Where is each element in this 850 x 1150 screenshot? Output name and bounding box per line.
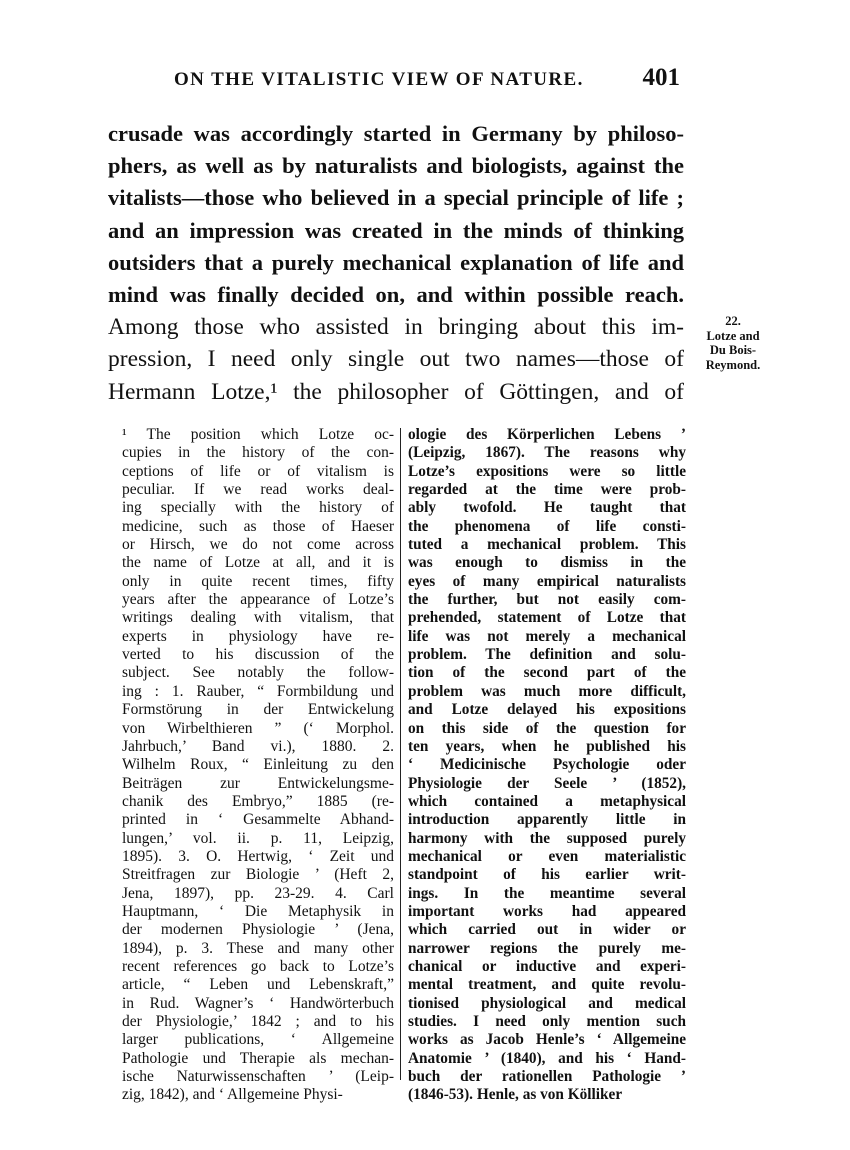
- footnote-line: or Hirsch, we do not come across: [122, 536, 394, 554]
- footnote-line: works as Jacob Henle’s ‘ Allgemeine: [408, 1031, 686, 1049]
- footnote-line: which contained a metaphysical: [408, 792, 686, 810]
- footnote-line: ing specially with the history of: [122, 499, 394, 517]
- footnote-line: ing : 1. Rauber, “ Formbildung und: [122, 682, 394, 700]
- footnote-line: peculiar. If we read works deal-: [122, 481, 394, 499]
- footnote-line: was enough to dismiss in the: [408, 554, 686, 572]
- footnote-line: ¹ The position which Lotze oc-: [122, 426, 394, 443]
- body-line: pression, I need only single out two names—those of: [108, 346, 684, 373]
- footnote-line: ceptions of life or of vitalism is: [122, 462, 394, 480]
- margin-note-line: Du Bois-: [709, 343, 757, 357]
- footnote-line: ische Naturwissenschaften ’ (Leip-: [122, 1068, 394, 1086]
- footnote-line: tuted a mechanical problem. This: [408, 536, 686, 554]
- body-paragraph: [108, 118, 684, 408]
- footnote-line: chanik des Embryo,” 1885 (re-: [122, 792, 394, 810]
- footnote-line: verted to his discussion of the: [122, 646, 394, 664]
- footnote-line: the further, but not easily com-: [408, 591, 686, 609]
- body-line: and an impression was created in the minds of thinking: [108, 217, 684, 243]
- footnote-line: Lotze’s expositions were so little: [408, 462, 686, 480]
- running-head: [108, 64, 684, 104]
- footnote-line: problem. The definition and solu-: [408, 646, 686, 664]
- footnote-line: 1894), p. 3. These and many other: [122, 939, 394, 957]
- footnote-line: on this side of the question for: [408, 719, 686, 737]
- margin-note: [693, 314, 773, 372]
- footnote-line: problem was much more difficult,: [408, 682, 686, 700]
- footnote-line: which carried out in wider or: [408, 921, 686, 939]
- footnote-line: Streitfragen zur Biologie ’ (Heft 2,: [122, 866, 394, 884]
- footnote-line: and Lotze delayed his expositions: [408, 701, 686, 719]
- footnote-line: recent references go back to Lotze’s: [122, 957, 394, 975]
- footnote-line: (Leipzig, 1867). The reasons why: [408, 444, 686, 462]
- body-line: mind was finally decided on, and within possible reach.: [108, 281, 684, 307]
- page-number: 401: [642, 64, 680, 91]
- footnote-area: [108, 426, 686, 1104]
- footnote-line: ologie des Körperlichen Lebens ’: [408, 426, 686, 443]
- body-line: outsiders that a purely mechanical explanation of life and: [108, 249, 684, 275]
- footnote-line: important works had appeared: [408, 902, 686, 920]
- footnote-line: introduction apparently little in: [408, 811, 686, 829]
- footnote-line: zig, 1842), and ‘ Allgemeine Physi-: [122, 1086, 343, 1104]
- margin-note-line: Reymond.: [705, 357, 761, 372]
- footnote-line: article, “ Leben und Lebenskraft,”: [122, 976, 394, 994]
- footnote-line: Formstörung in der Entwickelung: [122, 701, 394, 719]
- footnote-line: ings. In the meantime several: [408, 884, 686, 902]
- footnote-line: the name of Lotze at all, and it is: [122, 554, 394, 572]
- body-line: phers, as well as by naturalists and biologists, against the: [108, 153, 684, 179]
- footnote-line: mental treatment, and quite revolu-: [408, 976, 686, 994]
- footnote-line: Jena, 1897), pp. 23-29. 4. Carl: [122, 884, 394, 902]
- footnote-line: tion of the second part of the: [408, 664, 686, 682]
- footnote-line: ably twofold. He taught that: [408, 499, 686, 517]
- footnote-line: life was not merely a mechanical: [408, 627, 686, 645]
- footnote-line: only in quite recent times, fifty: [122, 572, 394, 590]
- body-line: Hermann Lotze,¹ the philosopher of Göttingen, and of: [108, 378, 684, 405]
- footnote-line: 1895). 3. O. Hertwig, ‘ Zeit und: [122, 847, 394, 865]
- footnote-line: Jahrbuch,’ Band vi.), 1880. 2.: [122, 737, 394, 755]
- footnote-line: Pathologie und Therapie als mechan-: [122, 1049, 394, 1067]
- footnote-line: eyes of many empirical naturalists: [408, 572, 686, 590]
- footnote-line: Hauptmann, ‘ Die Metaphysik in: [122, 902, 394, 920]
- body-line: crusade was accordingly started in Germany by philoso-: [108, 121, 684, 146]
- footnote-line: von Wirbelthieren ” (‘ Morphol.: [122, 719, 394, 737]
- footnote-line: larger publications, ‘ Allgemeine: [122, 1031, 394, 1049]
- column-divider: [400, 428, 401, 1080]
- footnote-line: Wilhelm Roux, “ Einleitung zu den: [122, 756, 394, 774]
- footnote-column-right: [408, 426, 686, 1105]
- body-line: vitalists—those who believed in a special principle of life ;: [108, 185, 684, 211]
- footnote-line: writings dealing with vitalism, that: [122, 609, 394, 627]
- footnote-line: printed in ‘ Gesammelte Abhand-: [122, 811, 394, 829]
- footnote-line: harmony with the supposed purely: [408, 829, 686, 847]
- footnote-line: Anatomie ’ (1840), and his ‘ Hand-: [408, 1049, 686, 1067]
- footnote-line: der Physiologie,’ 1842 ; and to his: [122, 1013, 394, 1030]
- footnote-line: medicine, such as those of Haeser: [122, 517, 394, 535]
- footnote-line: buch der rationellen Pathologie ’: [408, 1068, 686, 1086]
- running-title: ON THE VITALISTIC VIEW OF NATURE.: [174, 69, 584, 90]
- footnote-line: chanical or inductive and experi-: [408, 957, 686, 975]
- footnote-line: in Rud. Wagner’s ‘ Handwörterbuch: [122, 994, 394, 1012]
- footnote-line: studies. I need only mention such: [408, 1013, 686, 1030]
- footnote-line: subject. See notably the follow-: [122, 664, 394, 682]
- footnote-line: experts in physiology have re-: [122, 627, 394, 645]
- footnote-line: (1846-53). Henle, as von Kölliker: [408, 1086, 623, 1104]
- margin-note-number: 22.: [725, 314, 741, 328]
- footnote-line: narrower regions the purely me-: [408, 939, 686, 957]
- footnote-line: standpoint of his earlier writ-: [408, 866, 686, 884]
- footnote-line: regarded at the time were prob-: [408, 481, 686, 499]
- footnote-line: years after the appearance of Lotze’s: [122, 591, 394, 609]
- footnote-line: ‘ Medicinische Psychologie oder: [408, 756, 686, 774]
- footnote-column-left: [122, 426, 394, 1105]
- footnote-line: cupies in the history of the con-: [122, 444, 394, 462]
- footnote-line: ten years, when he published his: [408, 737, 686, 755]
- footnote-line: the phenomena of life consti-: [408, 517, 686, 535]
- body-line: Among those who assisted in bringing about this im-: [108, 314, 684, 341]
- footnote-line: Physiologie der Seele ’ (1852),: [408, 774, 686, 792]
- footnote-line: der modernen Physiologie ’ (Jena,: [122, 921, 394, 939]
- footnote-line: prehended, statement of Lotze that: [408, 609, 686, 627]
- footnote-line: Beiträgen zur Entwickelungsme-: [122, 774, 394, 792]
- footnote-line: tionised physiological and medical: [408, 994, 686, 1012]
- margin-note-line: Lotze and: [706, 328, 760, 343]
- footnote-line: mechanical or even materialistic: [408, 847, 686, 865]
- footnote-line: lungen,’ vol. ii. p. 11, Leipzig,: [122, 829, 394, 847]
